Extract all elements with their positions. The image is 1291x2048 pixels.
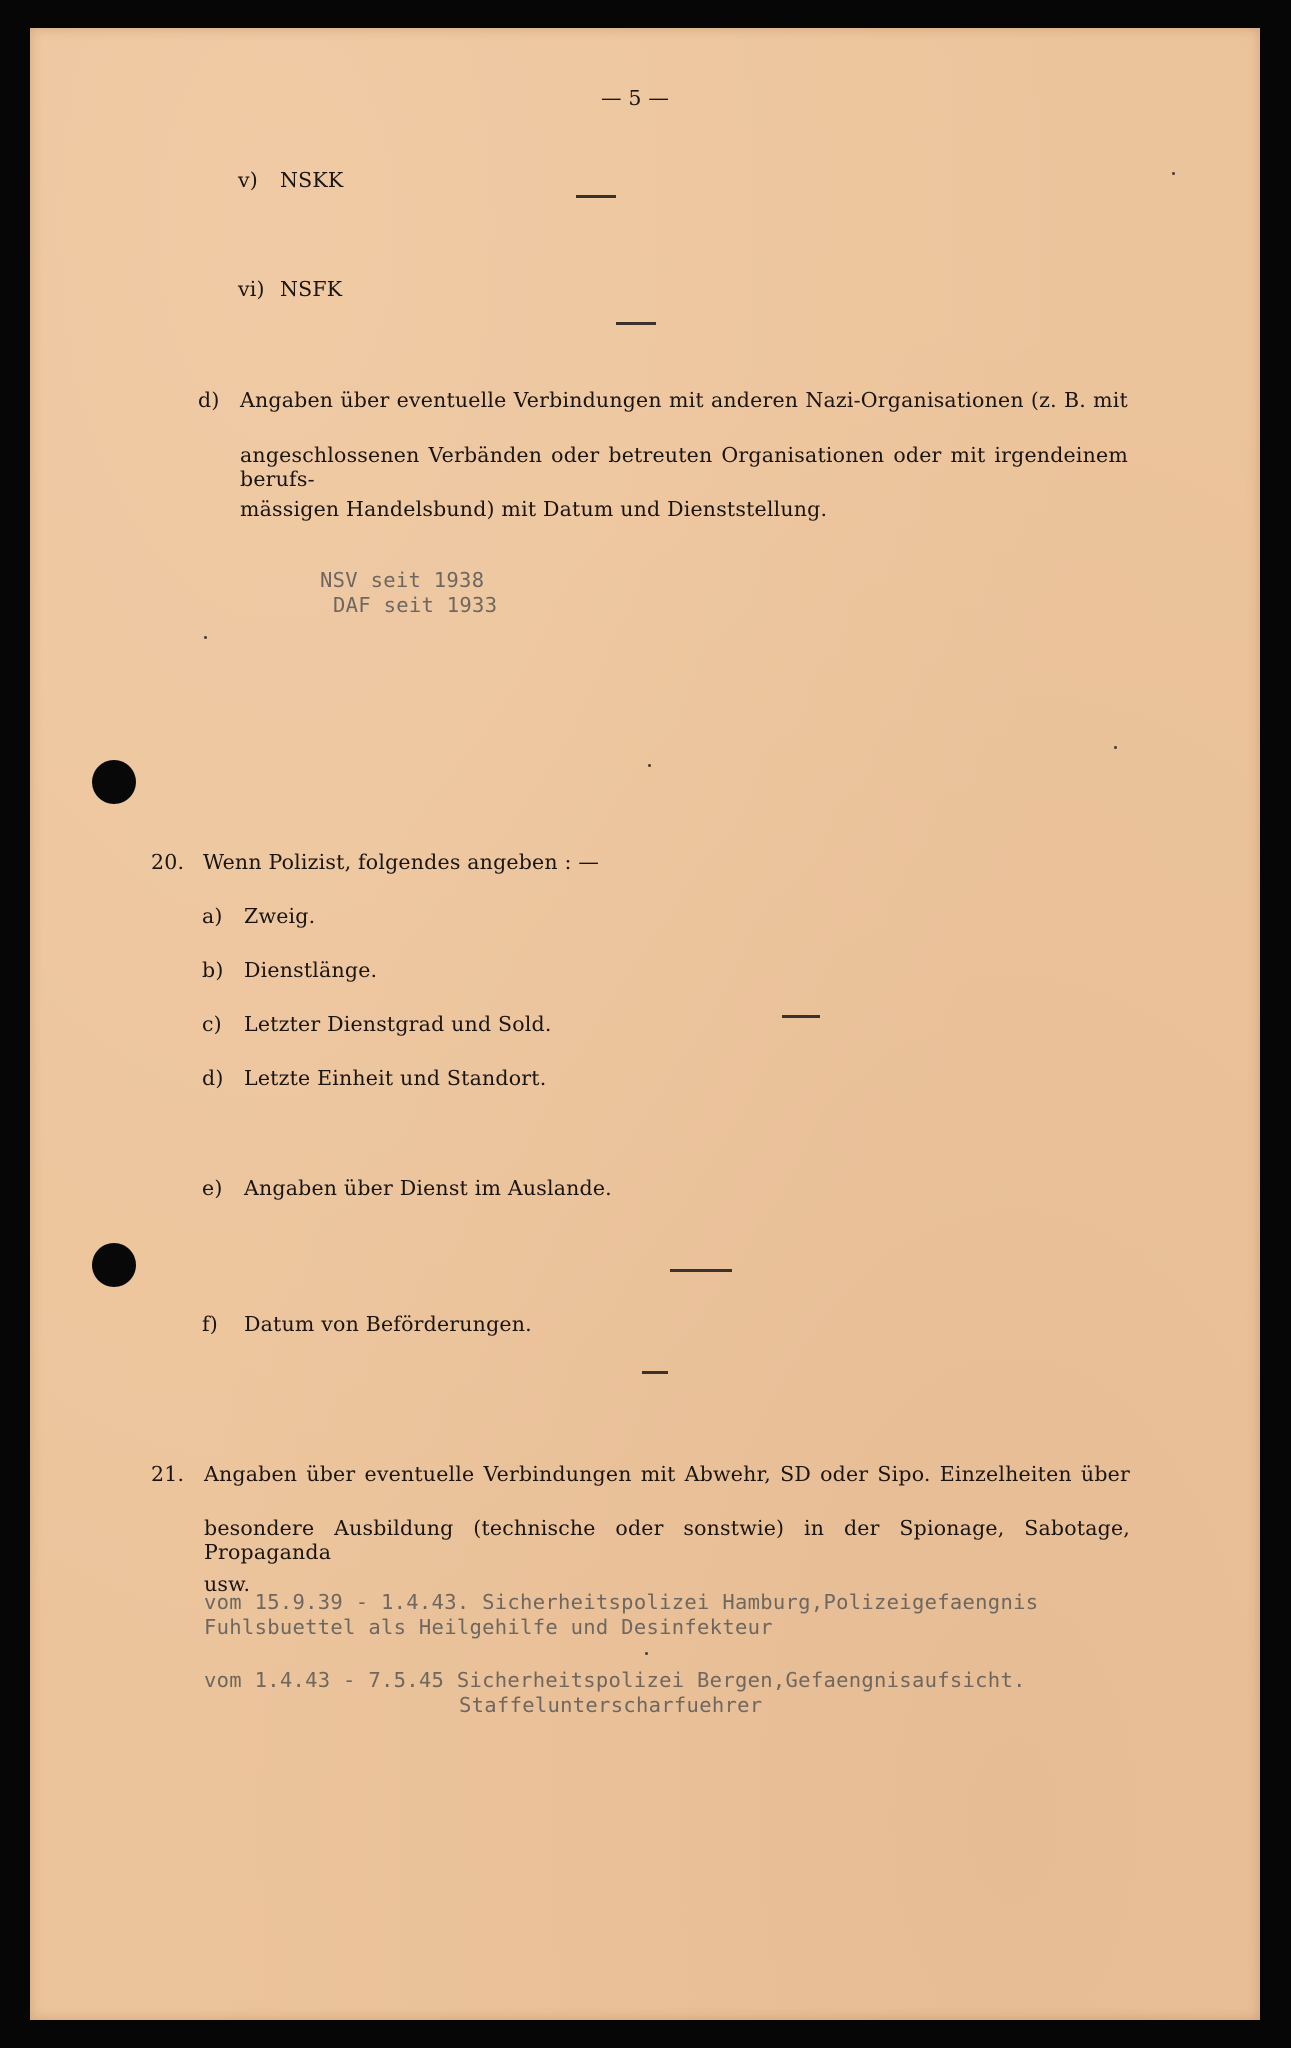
document-page (30, 28, 1260, 2020)
item-v-text: NSKK (280, 168, 344, 192)
punch-hole (92, 760, 136, 804)
q20-f-label: f) (202, 1312, 218, 1336)
paper-speck (1114, 746, 1117, 749)
q20-b (202, 958, 377, 982)
paper-speck (1172, 172, 1175, 175)
item-vi-label: vi) (238, 277, 265, 301)
q20-e-label: e) (202, 1176, 223, 1200)
dash-mark (642, 1371, 668, 1374)
dash-mark (576, 195, 616, 198)
q20-c-label: c) (202, 1012, 222, 1036)
punch-hole (92, 1243, 136, 1287)
q21-line1: Angaben über eventuelle Verbindungen mit Abwehr, SD oder Sipo. Einzelheiten über (204, 1462, 1130, 1486)
dash-mark (670, 1269, 732, 1272)
typed-answer-fuhlsbuettel: Fuhlsbuettel als Heilgehilfe und Desinfekteur (204, 1615, 773, 1639)
typed-answer-bergen: vom 1.4.43 - 7.5.45 Sicherheitspolizei Bergen,Gefaengnisaufsicht. (204, 1668, 1026, 1692)
q20-number: 20. (151, 850, 185, 874)
q20-e (202, 1176, 612, 1200)
item-v-label: v) (238, 168, 258, 192)
paper-speck (648, 764, 651, 767)
typed-answer-daf: DAF seit 1933 (333, 593, 498, 617)
q20-a-label: a) (202, 904, 223, 928)
paper-speck (204, 636, 207, 639)
q20-d-text: Letzte Einheit und Standort. (244, 1066, 547, 1090)
q20 (151, 850, 599, 874)
paper-speck (645, 1652, 648, 1655)
q20-d-label: d) (202, 1066, 224, 1090)
q20-b-label: b) (202, 958, 224, 982)
q20-c-text: Letzter Dienstgrad und Sold. (244, 1012, 552, 1036)
typed-answer-hamburg: vom 15.9.39 - 1.4.43. Sicherheitspolizei Hamburg,Polizeigefaengnis (204, 1590, 1039, 1614)
item-d-label: d) (198, 388, 220, 412)
page-number: — 5 — (601, 86, 670, 110)
q20-d (202, 1066, 546, 1090)
dash-mark (782, 1015, 820, 1018)
q20-f-text: Datum von Beförderungen. (244, 1312, 532, 1336)
q20-c (202, 1012, 552, 1036)
item-v (238, 168, 343, 192)
item-vi-text: NSFK (280, 277, 343, 301)
q21-number: 21. (151, 1462, 185, 1486)
q21-line3: usw. (204, 1572, 251, 1596)
typed-answer-nsv: NSV seit 1938 (320, 568, 485, 592)
q21-line2: besondere Ausbildung (technische oder sonstwie) in der Spionage, Sabotage, Propaganda (204, 1516, 1130, 1564)
item-d-line1: Angaben über eventuelle Verbindungen mit anderen Nazi-Organisationen (z. B. mit (240, 388, 1128, 412)
q20-e-text: Angaben über Dienst im Auslande. (244, 1176, 612, 1200)
item-d-line2: angeschlossenen Verbänden oder betreuten Organisationen oder mit irgendeinem berufs- (240, 443, 1128, 491)
item-d-line3: mässigen Handelsbund) mit Datum und Dienststellung. (240, 497, 828, 521)
q20-a (202, 904, 315, 928)
q20-text: Wenn Polizist, folgendes angeben : — (203, 850, 600, 874)
q20-a-text: Zweig. (244, 904, 316, 928)
item-vi (238, 277, 342, 301)
dash-mark (616, 322, 656, 325)
q20-f (202, 1312, 532, 1336)
typed-answer-rank: Staffelunterscharfuehrer (459, 1693, 763, 1717)
q20-b-text: Dienstlänge. (244, 958, 378, 982)
